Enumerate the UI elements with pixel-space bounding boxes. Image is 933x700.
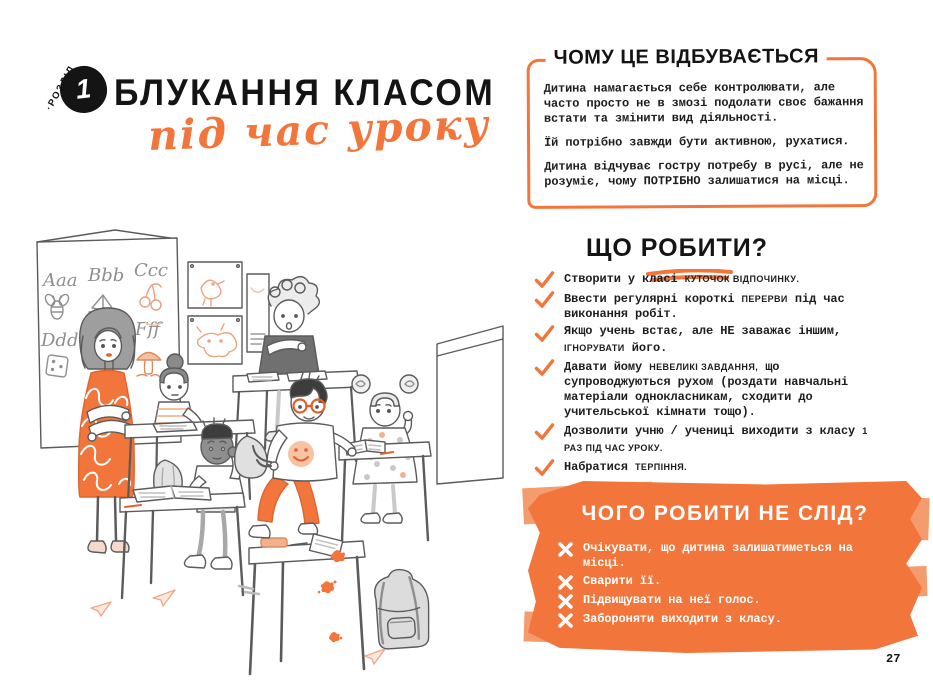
dont-item-text: Підвищувати на неї голос. (583, 593, 761, 607)
x-icon (558, 542, 573, 557)
backpack (373, 568, 431, 650)
dont-title: ЧОГО РОБИТИ НЕ СЛІД? (581, 502, 869, 525)
page-title: БЛУКАННЯ КЛАСОМ (114, 72, 496, 114)
why-box (527, 45, 878, 209)
wandering-student (235, 372, 365, 674)
floor-doodles (91, 581, 385, 665)
dont-block (528, 481, 922, 653)
svg-text:Bbb: Bbb (88, 265, 125, 286)
svg-text:Ddd: Ddd (41, 330, 79, 351)
svg-text:Fff: Fff (135, 319, 161, 340)
todo-item-text: Набратися терпіння. (564, 458, 688, 474)
todo-item (534, 270, 886, 288)
dont-item (558, 612, 888, 628)
todo-item (534, 422, 886, 456)
todo-item (534, 358, 886, 420)
page-number: 27 (886, 652, 901, 666)
page-subtitle: під час уроку (147, 100, 491, 160)
wall-posters (188, 262, 269, 364)
dont-list (558, 541, 888, 628)
todo-item (534, 458, 886, 476)
todo-item-text: Дозволити учню / учениці виходити з класу 1 раз під час уроку. (564, 422, 868, 454)
check-icon (534, 423, 555, 440)
todo-item-text: Створити у класі куточок відпочинку. (564, 270, 800, 286)
x-icon (558, 575, 573, 590)
dont-item (558, 541, 888, 571)
check-icon (534, 359, 555, 376)
svg-text:Ccc: Ccc (134, 260, 168, 281)
svg-text:Aaa: Aaa (43, 270, 78, 291)
todo-item-text: Давати йому невеликі завдання, що супроводжуються рухом (роздати навчальні матеріали однокласникам, сходити до учительської кімнати тощо). (564, 358, 849, 419)
chapter-number: 1 (74, 73, 93, 105)
dont-item (558, 593, 888, 609)
classroom-illustration (25, 226, 505, 692)
dont-item-text: Забороняти виходити з класу. (583, 612, 782, 626)
check-icon (534, 459, 555, 476)
check-icon (534, 325, 555, 342)
todo-item-text: Ввести регулярні короткі перерви під час виконання робіт. (564, 290, 845, 321)
dont-item (558, 574, 888, 590)
chapter-badge (43, 63, 110, 116)
cabinet (437, 326, 503, 484)
why-paragraph: Дитина намагається себе контролювати, але часто просто не в змозі подолати своє бажання встати та змінити вид діяльності. (543, 80, 864, 126)
dont-item-text: Очікувати, що дитина залишатиметься на місці. (583, 541, 853, 570)
todo-item-text: Якщо учень встає, але НЕ заважає іншим, ігнорувати його. (564, 324, 841, 355)
todo-item (534, 290, 886, 322)
check-icon (534, 291, 555, 308)
why-paragraph: Їй потрібно завжди бути активною, рухатися. (544, 134, 850, 150)
todo-title: ЩО РОБИТИ? (585, 234, 769, 262)
dont-block-content (528, 481, 922, 653)
chapter-badge-label: ·РОЗДІЛ (43, 63, 78, 113)
bored-student (120, 418, 245, 598)
todo-list (534, 270, 886, 478)
why-paragraph: Дитина відчуває гостру потребу в русі, але не розуміє, чому ПОТРІБНО залишатися на місці. (544, 158, 864, 189)
todo-item (534, 324, 886, 356)
dont-item-text: Сварити її. (583, 574, 662, 588)
why-box-title: ЧОМУ ЦЕ ВІДБУВАЄТЬСЯ (546, 45, 827, 69)
check-icon (534, 271, 555, 288)
x-icon (558, 613, 573, 628)
x-icon (558, 594, 573, 609)
